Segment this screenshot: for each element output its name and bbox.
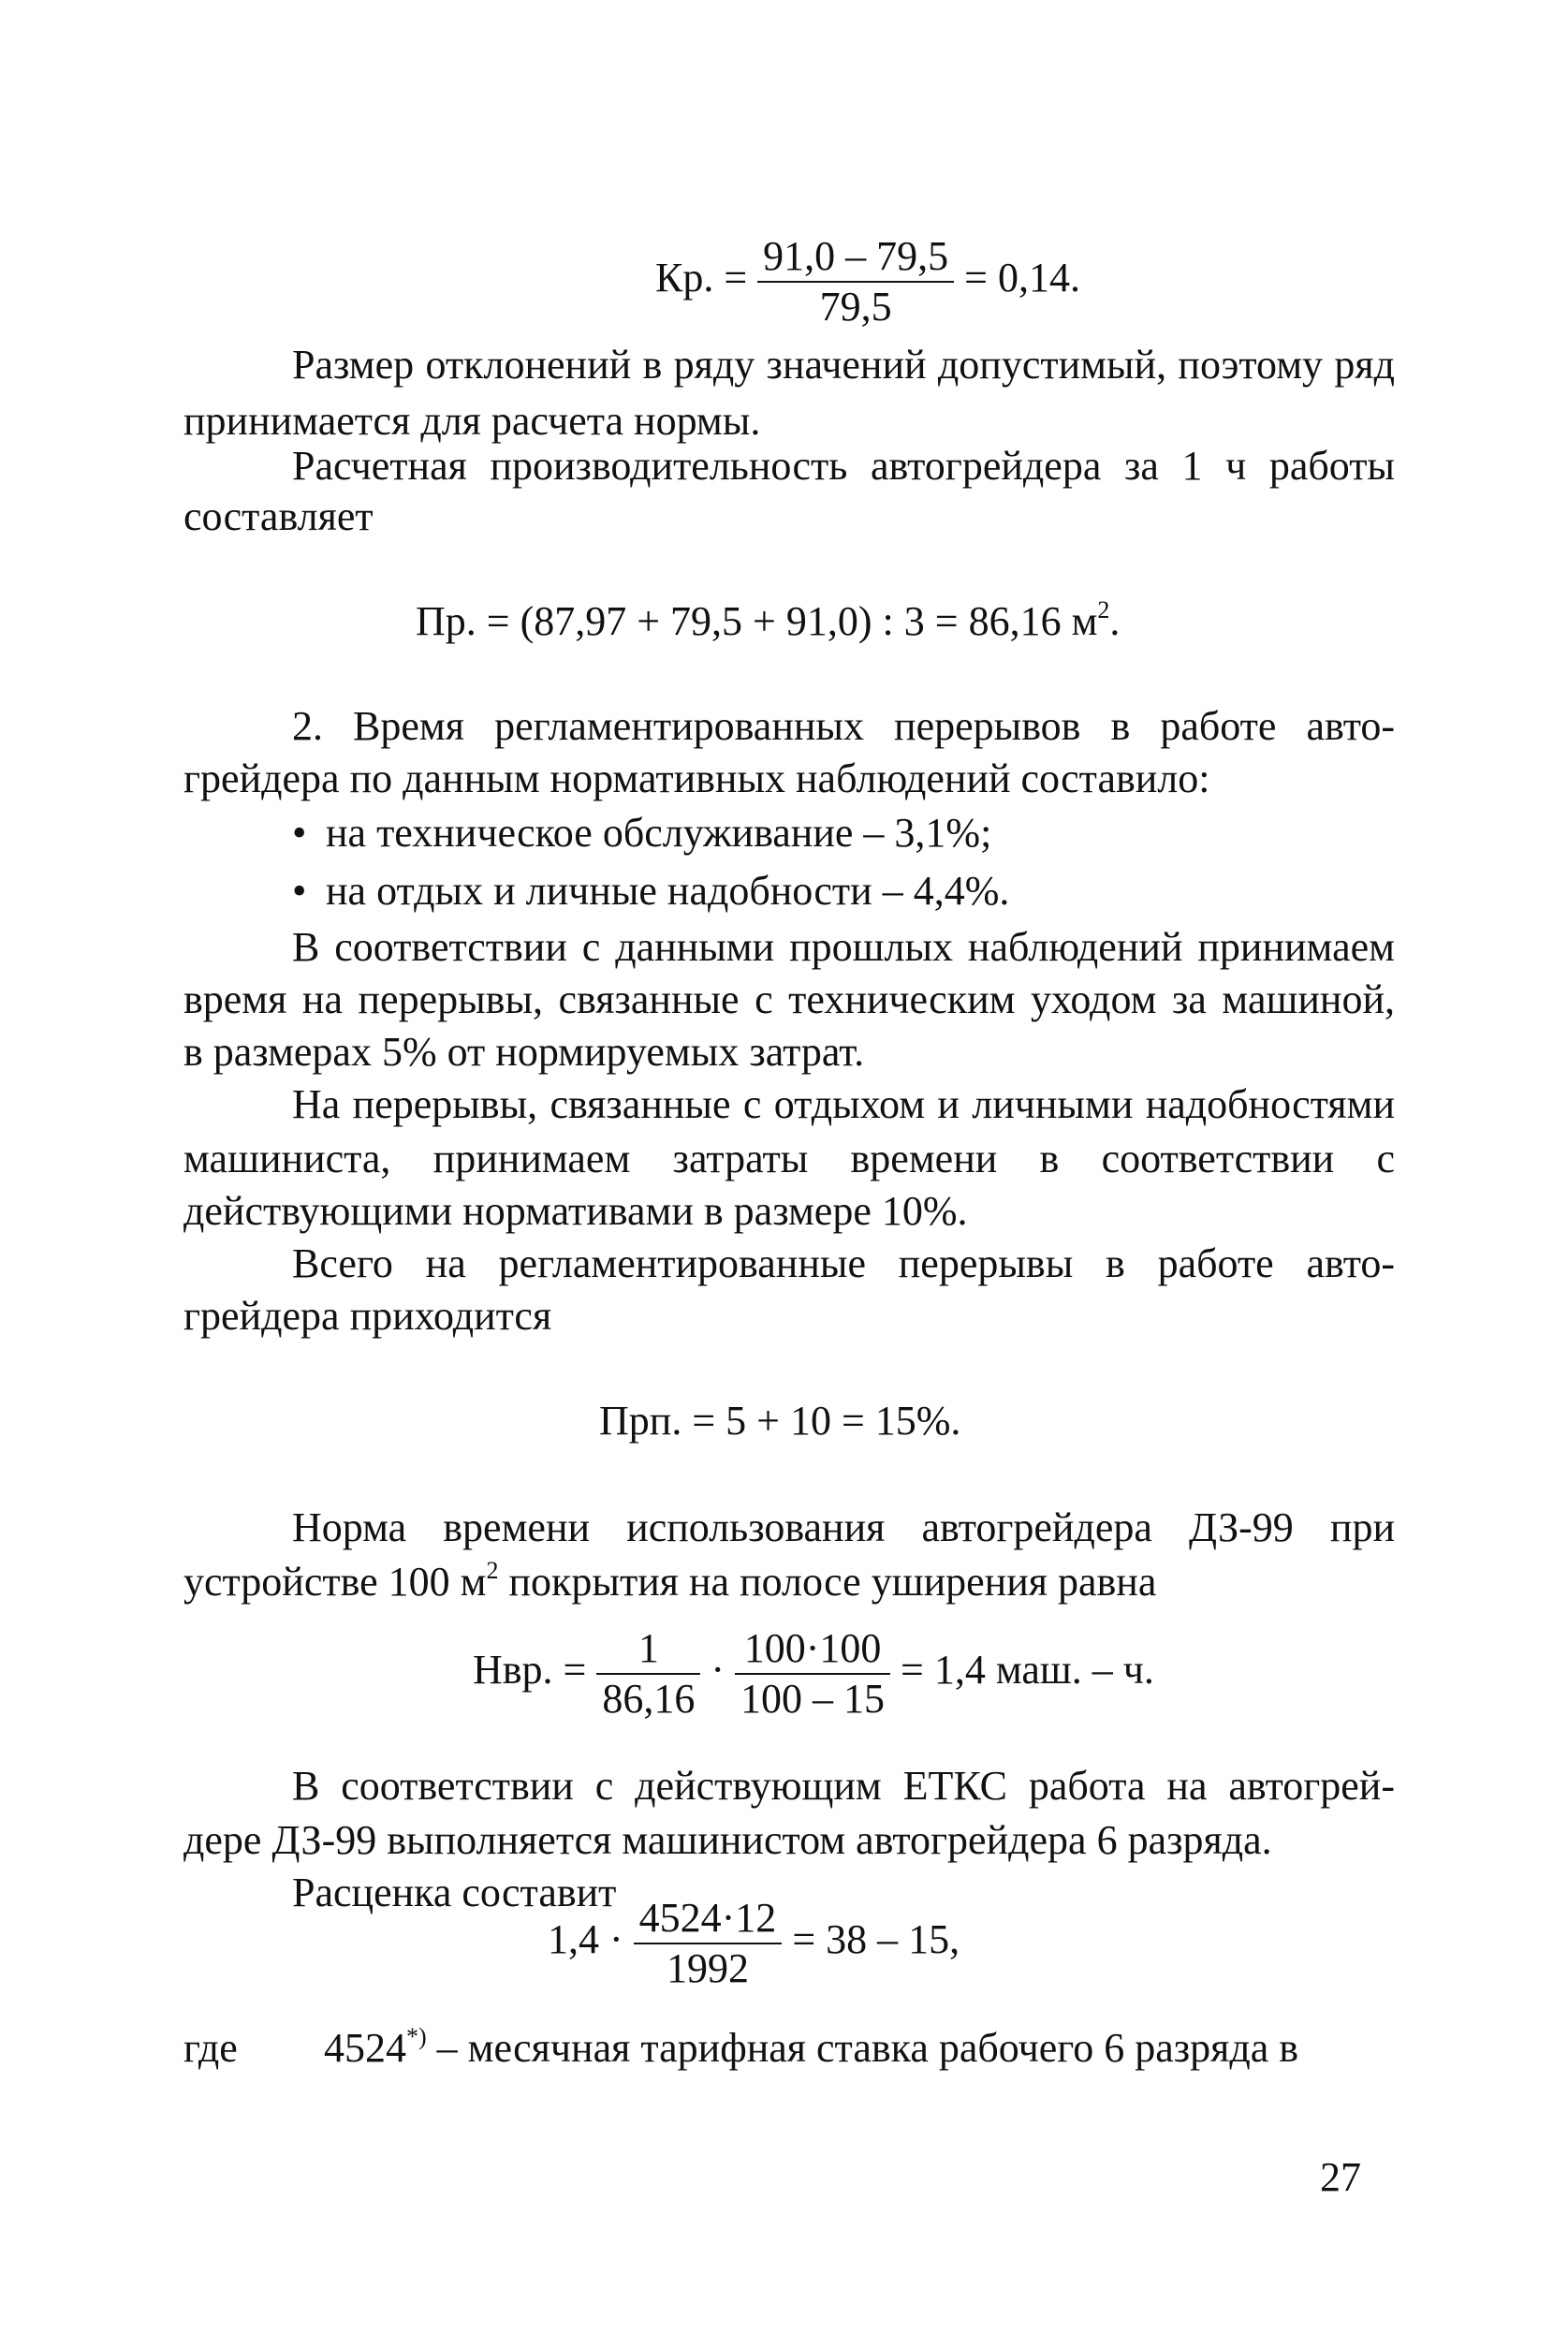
formula-kr-denominator: 79,5 [819, 284, 892, 330]
formula-kr-numerator: 91,0 – 79,5 [757, 232, 954, 283]
formula-nvr-f1-denominator: 86,16 [602, 1676, 696, 1722]
formula-pr-sup: 2 [1097, 596, 1110, 623]
formula-rate-numerator: 4524·12 [634, 1894, 783, 1944]
formula-nvr-f1-numerator: 1 [596, 1624, 700, 1675]
formula-nvr-f2-numerator: 100·100 [735, 1624, 890, 1675]
formula-nvr-rhs: = 1,4 маш. – ч. [901, 1647, 1154, 1694]
para8-line2: дере ДЗ-99 выполняется машинистом автогрейдера 6 разряда. [183, 1817, 1272, 1863]
formula-kr-rhs: = 0,14. [964, 255, 1080, 301]
para6-line1: Всего на регламентированные перерывы в работе авто- [292, 1240, 1395, 1286]
para5-line2: машиниста, принимаем затраты времени в соответствии с [183, 1136, 1395, 1181]
formula-rate [548, 1894, 960, 1993]
para3-line2: грейдера по данным нормативных наблюдений составило: [183, 755, 1210, 801]
footnote-mark: *) [406, 2023, 427, 2050]
para2-line2: составляет [183, 493, 374, 539]
tariff-definition-text: – месячная тарифная ставка рабочего 6 разряда в [426, 2025, 1299, 2071]
formula-prp: Прп. = 5 + 10 = 15%. [599, 1398, 961, 1444]
formula-nvr-lhs: Нвр. = [473, 1647, 587, 1694]
formula-nvr-f2-denominator: 100 – 15 [740, 1676, 886, 1722]
para5-line3: действующими нормативами в размере 10%. [183, 1188, 968, 1234]
bullet-icon: • [292, 810, 307, 856]
formula-pr-text: Пр. = (87,97 + 79,5 + 91,0) : 3 = 86,16 м [416, 598, 1098, 644]
formula-kr-lhs: Кр. = [655, 255, 748, 301]
para7-line2-start: устройстве 100 м [183, 1559, 487, 1605]
bullet-item-rest [292, 865, 1009, 917]
para6-line2: грейдера приходится [183, 1293, 552, 1339]
formula-nvr-fraction-2 [735, 1624, 890, 1723]
para3-line1: 2. Время регламентированных перерывов в работе авто- [292, 703, 1395, 749]
formula-rate-fraction [634, 1894, 783, 1993]
tariff-value: 4524 [324, 2025, 406, 2071]
para7-line2 [183, 1556, 1156, 1608]
formula-rate-denominator: 1992 [666, 1945, 749, 1991]
formula-pr-end: . [1109, 598, 1121, 644]
para8-line1: В соответствии с действующим ЕТКС работа на автогрей- [292, 1763, 1395, 1809]
para4-line3: в размерах 5% от нормируемых затрат. [183, 1029, 865, 1075]
formula-nvr [473, 1624, 1154, 1723]
page-number: 27 [1320, 2154, 1361, 2200]
para7-sup: 2 [486, 1557, 499, 1584]
bullet-text: на техническое обслуживание – 3,1%; [326, 810, 992, 856]
formula-rate-rhs: = 38 – 15, [792, 1916, 960, 1963]
footnote-definition [324, 2022, 1298, 2075]
formula-nvr-dot: · [711, 1647, 725, 1694]
para7-line1: Норма времени использования автогрейдера ДЗ-99 при [292, 1504, 1395, 1550]
formula-kr-fraction [757, 232, 954, 331]
formula-nvr-fraction-1 [596, 1624, 700, 1723]
formula-pr [416, 595, 1120, 648]
para5-line1: На перерывы, связанные с отдыхом и личными надобностями [292, 1081, 1395, 1127]
where-label: где [183, 2025, 238, 2071]
formula-kr [655, 232, 1080, 331]
para1-line1: Размер отклонений в ряду значений допустимый, поэтому ряд [292, 342, 1395, 388]
bullet-text: на отдых и личные надобности – 4,4%. [326, 868, 1010, 914]
para1-line2: принимается для расчета нормы. [183, 398, 761, 444]
para7-line2-end: покрытия на полосе уширения равна [498, 1559, 1157, 1605]
para2-line1: Расчетная производительность автогрейдера за 1 ч работы [292, 443, 1395, 489]
para9-line1: Расценка составит [292, 1870, 617, 1915]
bullet-item-maintenance [292, 807, 991, 859]
formula-rate-lhs: 1,4 · [548, 1916, 623, 1963]
para4-line2: время на перерывы, связанные с техническим уходом за машиной, [183, 976, 1395, 1022]
para4-line1: В соответствии с данными прошлых наблюдений принимаем [292, 924, 1395, 970]
bullet-icon: • [292, 868, 307, 914]
